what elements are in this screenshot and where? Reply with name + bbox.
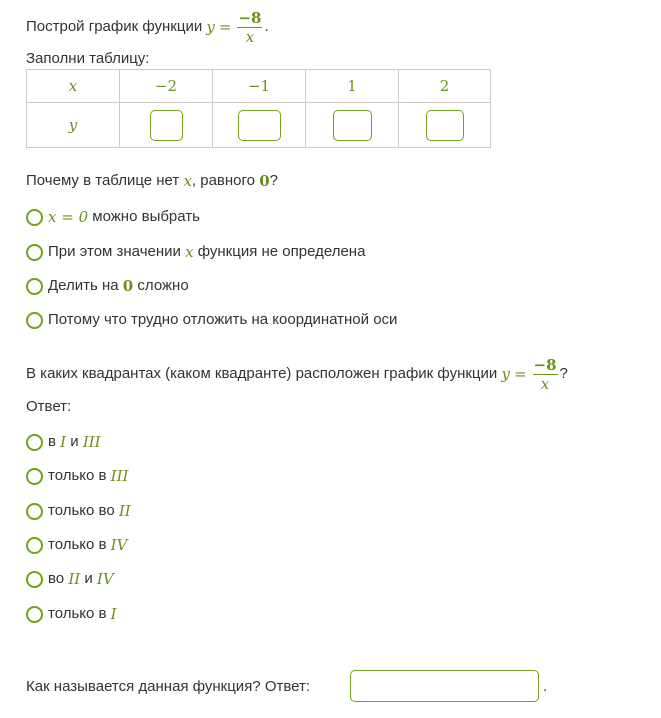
cell-x-3: 1	[306, 70, 399, 103]
radio-circle[interactable]	[26, 209, 43, 226]
answer-label: Ответ:	[26, 398, 72, 415]
task-title: Построй график функции y = $\frac{-8}{x}$ .	[26, 8, 269, 46]
table-caption: Заполни таблицу:	[26, 50, 150, 67]
fraction: $\frac{-8}{x}$	[533, 355, 557, 393]
fraction: $\frac{-8}{x}$	[238, 8, 262, 46]
header-y: y	[27, 103, 120, 148]
radio-circle[interactable]	[26, 606, 43, 623]
radio-circle[interactable]	[26, 312, 43, 329]
y-input-1[interactable]	[150, 110, 183, 141]
q1-option-1[interactable]: x = 0 можно выбрать	[26, 207, 200, 227]
radio-circle[interactable]	[26, 468, 43, 485]
radio-circle[interactable]	[26, 537, 43, 554]
cell-x-2: −1	[213, 70, 306, 103]
q2-option-5[interactable]: во II и IV	[26, 569, 114, 589]
radio-circle[interactable]	[26, 244, 43, 261]
q2-option-4[interactable]: только в IV	[26, 535, 127, 555]
cell-x-1: −2	[120, 70, 213, 103]
q2-option-6[interactable]: только в I	[26, 604, 117, 624]
q2-option-2[interactable]: только в III	[26, 466, 128, 486]
q3-period: .	[543, 678, 548, 695]
question-3: Как называется данная функция? Ответ:	[26, 678, 311, 695]
y-input-2[interactable]	[238, 110, 281, 141]
q2-option-1[interactable]: в I и III	[26, 432, 101, 452]
header-x: x	[27, 70, 120, 103]
math-y: y	[206, 18, 215, 36]
q1-option-4[interactable]: Потому что трудно отложить на координатной оси	[26, 310, 397, 330]
q2-option-3[interactable]: только во II	[26, 501, 131, 521]
table-row-x	[27, 70, 491, 103]
question-2: В каких квадрантах (каком квадранте) расположен график функции y = $\frac{-8}{x}$ ?	[26, 355, 568, 393]
q1-option-3[interactable]: Делить на 0 сложно	[26, 276, 189, 296]
y-input-3[interactable]	[333, 110, 372, 141]
radio-circle[interactable]	[26, 278, 43, 295]
function-name-input[interactable]	[350, 670, 539, 702]
y-input-4[interactable]	[426, 110, 464, 141]
radio-circle[interactable]	[26, 571, 43, 588]
table-row-y	[27, 103, 491, 148]
values-table	[26, 69, 491, 148]
cell-x-4: 2	[399, 70, 491, 103]
question-1: Почему в таблице нет x , равного 0 ?	[26, 172, 278, 190]
q1-option-2[interactable]: При этом значении x функция не определена	[26, 242, 365, 262]
radio-circle[interactable]	[26, 434, 43, 451]
radio-circle[interactable]	[26, 503, 43, 520]
